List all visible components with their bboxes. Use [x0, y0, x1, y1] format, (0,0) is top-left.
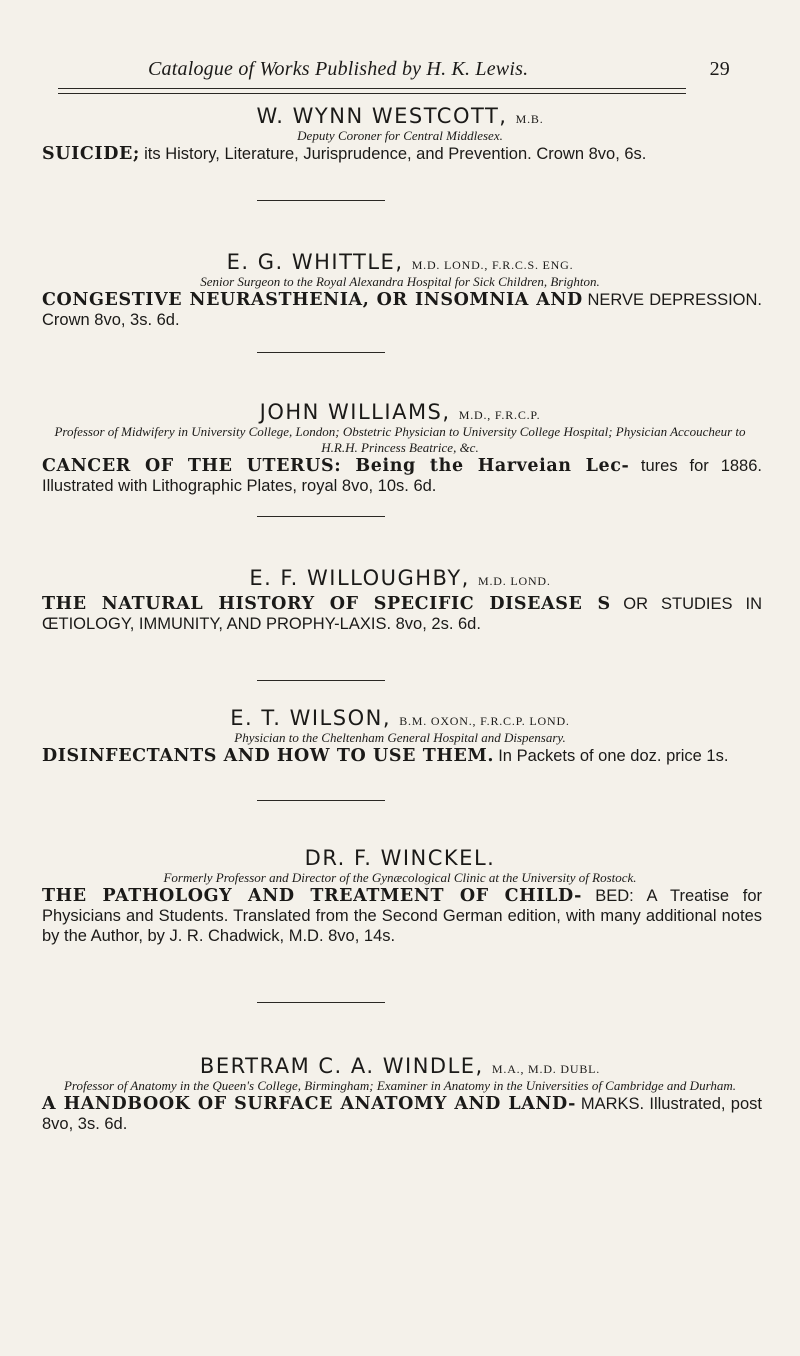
author-degrees: M.D. LOND., F.R.C.S. ENG. — [411, 258, 574, 272]
author-degrees: M.D. LOND. — [478, 574, 551, 588]
author-role: Physician to the Cheltenham General Hospital and Dispensary. — [234, 730, 566, 745]
author-role: Professor of Anatomy in the Queen's College, Birmingham; Examiner in Anatomy in the Universities of Cambridge and Durham. — [63, 1078, 737, 1093]
entry-separator — [257, 800, 385, 801]
running-head — [148, 58, 730, 81]
book-description — [42, 746, 762, 766]
book-details: tures for 1886. Illustrated with Lithographic Plates, royal 8vo, 10s. 6d. — [42, 457, 762, 495]
book-details: NERVE DEPRESSION. Crown 8vo, 3s. 6d. — [42, 291, 762, 329]
author-line — [0, 104, 800, 128]
book-title: SUICIDE; — [42, 144, 140, 164]
author-name: W. WYNN WESTCOTT, — [256, 104, 508, 128]
catalogue-entry-winckel — [0, 846, 800, 946]
entry-separator — [257, 1002, 385, 1003]
author-degrees: M.B. — [515, 112, 544, 126]
author-name: E. G. WHITTLE, — [226, 250, 404, 274]
book-description — [42, 1094, 762, 1134]
author-role: Deputy Coroner for Central Middlesex. — [297, 128, 503, 143]
author-line — [0, 566, 800, 590]
running-head-title: Catalogue of Works Published by H. K. Lewis. — [148, 58, 529, 80]
book-details: BED: A Treatise for Physicians and Students. Translated from the Second German edition, with many additional notes by the Author, by J. R. Chadwick, M.D. 8vo, 14s. — [42, 887, 763, 945]
page-number: 29 — [709, 58, 730, 80]
catalogue-entry-willoughby — [0, 566, 800, 634]
author-name: BERTRAM C. A. WINDLE, — [199, 1054, 484, 1078]
book-description — [42, 290, 762, 330]
author-role: Formerly Professor and Director of the Gynæcological Clinic at the University of Rostock. — [163, 870, 637, 885]
entry-separator — [257, 516, 385, 517]
author-role: Senior Surgeon to the Royal Alexandra Hospital for Sick Children, Brighton. — [200, 274, 600, 289]
book-title: DISINFECTANTS AND HOW TO USE THEM. — [42, 746, 495, 766]
book-details: In Packets of one doz. price 1s. — [498, 747, 729, 765]
author-line — [0, 706, 800, 730]
entry-separator — [257, 352, 385, 353]
book-details: OR STUDIES IN ŒTIOLOGY, IMMUNITY, AND PROPHY-LAXIS. 8vo, 2s. 6d. — [42, 595, 762, 633]
catalogue-entry-windle — [0, 1054, 800, 1134]
author-name: E. T. WILSON, — [230, 706, 391, 730]
author-line — [0, 400, 800, 424]
book-description — [42, 886, 762, 946]
author-degrees: B.M. OXON., F.R.C.P. LOND. — [399, 714, 570, 728]
author-line — [0, 1054, 800, 1078]
header-double-rule — [58, 88, 686, 94]
book-description — [42, 144, 762, 164]
catalogue-entry-westcott — [0, 104, 800, 164]
catalogue-entry-whittle — [0, 250, 800, 330]
author-role: Professor of Midwifery in University College, London; Obstetric Physician to University College Hospital; Physician Accoucheur to H.R.H. Princess Beatrice, &c. — [54, 424, 746, 455]
author-name: DR. F. WINCKEL. — [304, 846, 496, 870]
book-description — [42, 456, 762, 496]
book-title: A HANDBOOK OF SURFACE ANATOMY AND LAND- — [42, 1094, 576, 1114]
author-degrees: M.D., F.R.C.P. — [458, 408, 541, 422]
book-title: CANCER OF THE UTERUS: Being the Harveian Lec- — [42, 456, 630, 476]
author-line — [0, 846, 800, 870]
catalogue-entry-wilson — [0, 706, 800, 766]
author-name: JOHN WILLIAMS, — [259, 400, 451, 424]
catalogue-entry-williams — [0, 400, 800, 496]
entry-separator — [257, 200, 385, 201]
book-title: CONGESTIVE NEURASTHENIA, OR INSOMNIA AND — [42, 290, 583, 310]
book-title: THE NATURAL HISTORY OF SPECIFIC DISEASE S — [42, 594, 611, 614]
entry-separator — [257, 680, 385, 681]
book-details: its History, Literature, Jurisprudence, and Prevention. Crown 8vo, 6s. — [144, 145, 647, 163]
author-line — [0, 250, 800, 274]
author-degrees: M.A., M.D. DUBL. — [491, 1062, 601, 1076]
book-description — [42, 594, 762, 634]
author-name: E. F. WILLOUGHBY, — [249, 566, 470, 590]
book-details: MARKS. Illustrated, post 8vo, 3s. 6d. — [42, 1095, 762, 1133]
book-title: THE PATHOLOGY AND TREATMENT OF CHILD- — [42, 886, 582, 906]
